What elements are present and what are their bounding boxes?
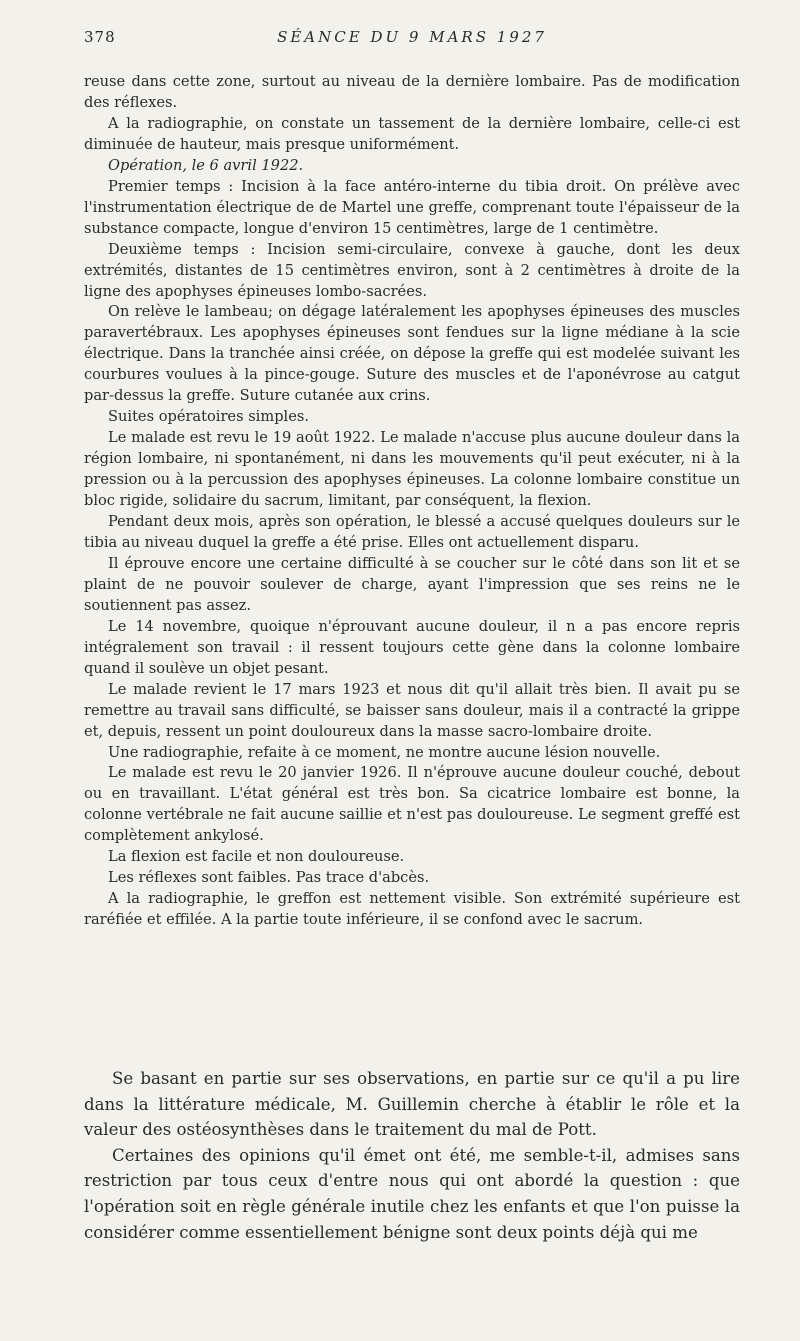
paragraph: Le malade revient le 17 mars 1923 et nous dit qu'il allait très bien. Il avait pu se remettre au travail sans difficulté, se baisser sans douleur, mais il a contracté la grippe et, depuis, ressent un point douloureux dans la masse sacro-lombaire droite. bbox=[84, 680, 740, 740]
paragraph: Pendant deux mois, après son opération, le blessé a accusé quelques douleurs sur le tibia au niveau duquel la greffe a été prise. Elles ont actuellement disparu. bbox=[84, 513, 740, 551]
paragraph: A la radiographie, on constate un tassement de la dernière lombaire, celle-ci est diminuée de hauteur, mais presque uniformément. bbox=[84, 114, 740, 153]
paragraph: La flexion est facile et non douloureuse. bbox=[108, 848, 405, 866]
paragraph: Le malade est revu le 20 janvier 1926. Il n'éprouve aucune douleur couché, debout ou en travaillant. L'état général est très bon. Sa cicatrice lombaire est bonne, la colonne vertébrale ne fait aucune saillie et n'est pas douloureuse. Le segment greffé est complètement ankylosé. bbox=[84, 764, 740, 845]
paragraph: Certaines des opinions qu'il émet ont été, me semble-t-il, admises sans restriction par tous ceux d'entre nous qui ont abordé la question : que l'opération soit en règle générale inutile chez les enfants et que l'on puisse la considérer comme essentiellement bénigne sont deux points déjà qui me bbox=[84, 1145, 740, 1242]
paragraph: Se basant en partie sur ses observations, en partie sur ce qu'il a pu lire dans la littérature médicale, M. Guillemin cherche à établir le rôle et la valeur des ostéosynthèses dans le traitement du mal de Pott. bbox=[84, 1069, 740, 1140]
paragraph: Deuxième temps : Incision semi-circulaire, convexe à gauche, dont les deux extrémités, distantes de 15 centimètres environ, sont à 2 centimètres à droite de la ligne des apophyses épineuses lombo-sacrées. bbox=[84, 240, 740, 300]
observation-text bbox=[84, 72, 740, 931]
running-title: SÉANCE DU 9 MARS 1927 bbox=[277, 28, 547, 46]
paragraph: Premier temps : Incision à la face antéro-interne du tibia droit. On prélève avec l'instrumentation électrique de de Martel une greffe, comprenant toute l'épaisseur de la substance compacte, longue d'environ 15 centimètres, large de 1 centimètre. bbox=[84, 177, 740, 237]
paragraph: reuse dans cette zone, surtout au niveau de la dernière lombaire. Pas de modification des réflexes. bbox=[84, 73, 740, 111]
paragraph: Opération, le 6 avril 1922. bbox=[108, 156, 304, 174]
paragraph: Une radiographie, refaite à ce moment, ne montre aucune lésion nouvelle. bbox=[108, 743, 661, 761]
page-number: 378 bbox=[84, 28, 116, 46]
paragraph: Suites opératoires simples. bbox=[108, 408, 309, 426]
paragraph: Les réflexes sont faibles. Pas trace d'abcès. bbox=[108, 869, 430, 887]
paragraph: On relève le lambeau; on dégage latéralement les apophyses épineuses des muscles paravertébraux. Les apophyses épineuses sont fendues sur la ligne médiane à la scie électrique. Dans la tranchée ainsi créée, on dépose la greffe qui est modelée suivant les courbures voulues à la pince-gouge. Suture des muscles et de l'aponévrose au catgut par-dessus la greffe. Suture cutanée aux crins. bbox=[84, 303, 740, 405]
paragraph: Il éprouve encore une certaine difficulté à se coucher sur le côté dans son lit et se plaint de ne pouvoir soulever de charge, ayant l'impression que ses reins ne le soutiennent pas assez. bbox=[84, 554, 740, 614]
paragraph: Le malade est revu le 19 août 1922. Le malade n'accuse plus aucune douleur dans la région lombaire, ni spontanément, ni dans les mouvements qu'il peut exécuter, ni à la pression ou à la percussion des apophyses épineuses. La colonne lombaire constitue un bloc rigide, solidaire du sacrum, limitant, par conséquent, la flexion. bbox=[84, 429, 740, 510]
paragraph: A la radiographie, le greffon est nettement visible. Son extrémité supérieure est raréfiée et effilée. A la partie toute inférieure, il se confond avec le sacrum. bbox=[84, 890, 740, 929]
page-header bbox=[84, 28, 740, 52]
discussion-text bbox=[84, 1066, 740, 1245]
paragraph: Le 14 novembre, quoique n'éprouvant aucune douleur, il n a pas encore repris intégralement son travail : il ressent toujours cette gène dans la colonne lombaire quand il soulève un objet pesant. bbox=[84, 617, 740, 677]
